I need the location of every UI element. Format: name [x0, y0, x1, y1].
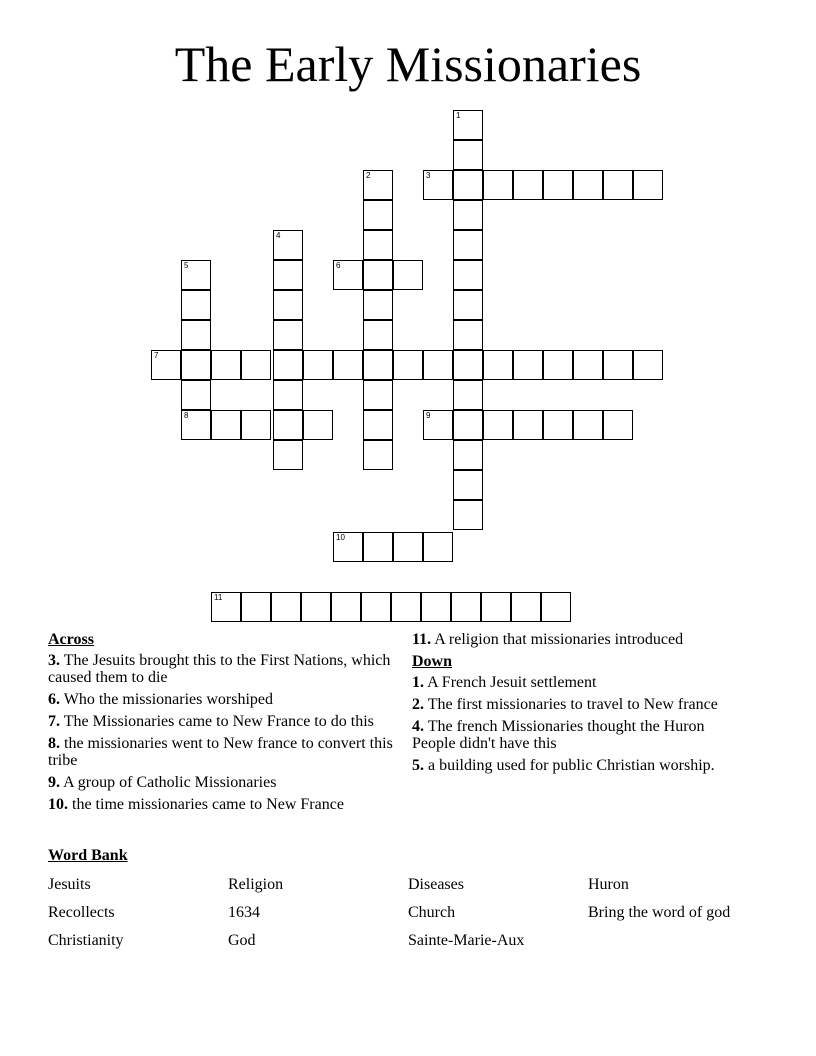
across-clues: [48, 631, 393, 818]
grid-cell-7: [151, 350, 181, 380]
clue-number: 9: [426, 411, 431, 420]
clue-across-7: 7. The Missionaries came to New France to do this: [48, 713, 374, 730]
grid-cell: [273, 290, 303, 320]
grid-cell: [393, 350, 423, 380]
grid-cell: [603, 350, 633, 380]
clue-number: 8: [184, 411, 189, 420]
grid-cell: [393, 532, 423, 562]
grid-cell: [241, 350, 271, 380]
across-heading: Across: [48, 631, 94, 648]
word-bank-item: Christianity: [48, 932, 124, 949]
clue-number: 4: [276, 231, 281, 240]
grid-cell: [573, 410, 603, 440]
grid-cell: [453, 200, 483, 230]
grid-cell: [451, 592, 481, 622]
grid-cell: [423, 350, 453, 380]
grid-cell: [363, 380, 393, 410]
grid-cell: [453, 290, 483, 320]
grid-cell: [573, 170, 603, 200]
grid-cell: [453, 140, 483, 170]
clue-across-9: 9. A group of Catholic Missionaries: [48, 774, 277, 791]
clue-across-3: 3. The Jesuits brought this to the First Nations, which caused them to die: [48, 652, 391, 686]
grid-cell: [333, 350, 363, 380]
grid-cell: [331, 592, 361, 622]
grid-cell: [273, 260, 303, 290]
grid-cell: [453, 440, 483, 470]
grid-cell: [363, 230, 393, 260]
grid-cell: [273, 350, 303, 380]
grid-cell: [633, 170, 663, 200]
grid-cell: [363, 260, 393, 290]
grid-cell: [453, 260, 483, 290]
grid-cell: [453, 500, 483, 530]
grid-cell-11: [211, 592, 241, 622]
grid-cell: [453, 320, 483, 350]
grid-cell: [633, 350, 663, 380]
grid-cell: [511, 592, 541, 622]
grid-cell-10: [333, 532, 363, 562]
clue-down-2: 2. The first missionaries to travel to New france: [412, 696, 718, 713]
word-bank-item: Church: [408, 904, 456, 921]
grid-cell: [181, 350, 211, 380]
grid-cell-4: [273, 230, 303, 260]
clue-number: 5: [184, 261, 189, 270]
grid-cell: [603, 410, 633, 440]
grid-cell: [241, 410, 271, 440]
grid-cell: [453, 350, 483, 380]
clue-down-5: 5. a building used for public Christian worship.: [412, 757, 715, 774]
word-bank-item: Bring the word of god: [588, 904, 731, 921]
grid-cell: [541, 592, 571, 622]
clue-number: 7: [154, 351, 159, 360]
clue-number: 3: [426, 171, 431, 180]
grid-cell: [453, 470, 483, 500]
grid-cell: [481, 592, 511, 622]
clue-number: 11: [214, 593, 223, 602]
grid-cell-2: [363, 170, 393, 200]
word-bank-item: 1634: [228, 904, 260, 921]
word-bank-item: Diseases: [408, 876, 464, 893]
grid-cell-1: [453, 110, 483, 140]
grid-cell: [423, 532, 453, 562]
grid-cell: [513, 410, 543, 440]
grid-cell: [453, 170, 483, 200]
grid-cell: [483, 170, 513, 200]
word-bank-item: Jesuits: [48, 876, 91, 893]
clue-down-4: 4. The french Missionaries thought the Huron People didn't have this: [412, 718, 705, 752]
grid-cell: [211, 350, 241, 380]
grid-cell: [363, 350, 393, 380]
grid-cell: [211, 410, 241, 440]
grid-cell: [513, 350, 543, 380]
grid-cell: [453, 410, 483, 440]
grid-cell: [393, 260, 423, 290]
clue-number: 6: [336, 261, 341, 270]
page-title: The Early Missionaries: [174, 36, 642, 92]
grid-cell: [421, 592, 451, 622]
word-bank-item: Huron: [588, 876, 629, 893]
grid-cell: [543, 170, 573, 200]
grid-cell: [273, 380, 303, 410]
grid-cell: [391, 592, 421, 622]
grid-cell: [181, 320, 211, 350]
grid-cell: [241, 592, 271, 622]
grid-cell: [363, 532, 393, 562]
word-bank-item: God: [228, 932, 256, 949]
word-bank-item: Religion: [228, 876, 284, 893]
grid-cell: [273, 320, 303, 350]
grid-cell: [573, 350, 603, 380]
grid-cell: [453, 380, 483, 410]
grid-cell-5: [181, 260, 211, 290]
grid-cell: [363, 320, 393, 350]
grid-cell: [483, 350, 513, 380]
grid-cell: [363, 290, 393, 320]
clue-down-1: 1. A French Jesuit settlement: [412, 674, 597, 691]
clue-number: 1: [456, 111, 461, 120]
grid-cell: [301, 592, 331, 622]
grid-cell: [273, 440, 303, 470]
clue-across-11: 11. A religion that missionaries introduced: [412, 631, 684, 648]
grid-cell: [603, 170, 633, 200]
grid-cell: [363, 410, 393, 440]
grid-cell: [543, 410, 573, 440]
grid-cell: [453, 230, 483, 260]
grid-cell: [543, 350, 573, 380]
grid-cell: [181, 290, 211, 320]
grid-cell-6: [333, 260, 363, 290]
grid-cell: [483, 410, 513, 440]
grid-cell: [513, 170, 543, 200]
grid-cell: [303, 410, 333, 440]
word-bank-item: Recollects: [48, 904, 115, 921]
clue-across-8: 8. the missionaries went to New france to convert this tribe: [48, 735, 393, 769]
grid-cell: [181, 380, 211, 410]
word-bank-item: Sainte-Marie-Aux: [408, 932, 525, 949]
down-clues: [412, 631, 742, 779]
grid-cell-9: [423, 410, 453, 440]
grid-cell: [363, 440, 393, 470]
grid-cell: [271, 592, 301, 622]
clue-across-6: 6. Who the missionaries worshiped: [48, 691, 274, 708]
grid-cell: [361, 592, 391, 622]
word-bank-heading: Word Bank: [48, 847, 128, 864]
down-heading: Down: [412, 653, 453, 670]
clue-number: 2: [366, 171, 371, 180]
grid-cell: [273, 410, 303, 440]
grid-cell: [303, 350, 333, 380]
grid-cell-8: [181, 410, 211, 440]
grid-cell: [363, 200, 393, 230]
clue-number: 10: [336, 533, 345, 542]
clue-across-10: 10. the time missionaries came to New France: [48, 796, 344, 813]
grid-cell-3: [423, 170, 453, 200]
